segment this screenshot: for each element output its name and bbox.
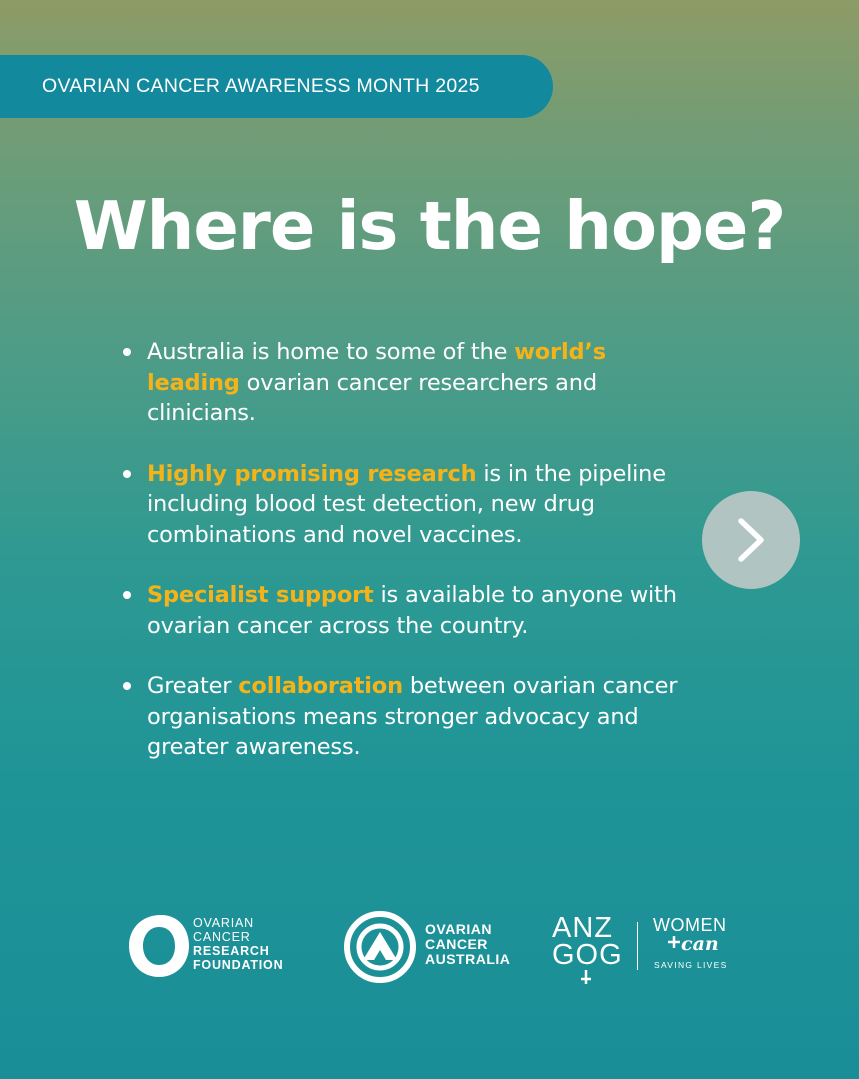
oca-line: AUSTRALIA [425, 951, 511, 967]
women-can-line: can [681, 933, 719, 955]
ocrf-wordmark [193, 916, 283, 972]
bullet-highlight: Specialist support [147, 582, 374, 608]
anzgog-line: ANZ [552, 912, 613, 944]
women-can-logo [653, 914, 763, 974]
women-can-tagline: SAVING LIVES [654, 960, 728, 970]
oca-emblem-icon [343, 910, 417, 984]
bullet-text: Greater [147, 673, 239, 699]
chevron-right-icon [731, 515, 771, 565]
bullet-item-collaboration [120, 671, 680, 763]
bullet-item-support [120, 580, 680, 641]
ocrf-line: RESEARCH [193, 944, 270, 958]
bullet-text: between ovarian cancer organisations means stronger advocacy and greater awareness. [147, 673, 678, 760]
bullet-dot [123, 470, 131, 478]
page-title: Where is the hope? [73, 187, 786, 265]
bullet-dot [123, 348, 131, 356]
bullet-dot [123, 591, 131, 599]
anzgog-line: GOG [552, 939, 623, 971]
bullet-highlight: collaboration [238, 673, 403, 699]
ocrf-ring-icon [127, 913, 191, 979]
bullet-item-researchers [120, 337, 680, 429]
campaign-banner [0, 55, 553, 118]
bullet-dot [123, 682, 131, 690]
bullet-text: Australia is home to some of the [147, 339, 515, 365]
plus-icon [667, 935, 681, 949]
ocrf-line: OVARIAN [193, 916, 254, 930]
oca-logo [343, 910, 543, 984]
bullet-highlight: Highly promising research [147, 460, 477, 487]
next-slide-button[interactable] [702, 491, 800, 589]
anzgog-logo [552, 914, 632, 986]
bullet-text: is available to anyone with ovarian cancer across the country. [147, 582, 677, 639]
bullet-item-research [120, 459, 680, 551]
ocrf-line: CANCER [193, 930, 251, 944]
bullet-list [120, 337, 680, 793]
ocrf-line: FOUNDATION [193, 958, 284, 972]
venus-symbol-icon [578, 968, 594, 986]
banner-text: OVARIAN CANCER AWARENESS MONTH 2025 [42, 75, 480, 97]
logo-divider [637, 922, 638, 970]
bullet-text: is in the pipeline including blood test detection, new drug combinations and novel vaccines. [147, 460, 666, 548]
women-can-line: WOMEN [653, 915, 727, 935]
ocrf-logo [127, 913, 327, 983]
oca-wordmark [425, 922, 510, 967]
oca-line: OVARIAN [425, 921, 493, 937]
oca-line: CANCER [425, 936, 488, 952]
bullet-highlight: world’s leading [147, 339, 606, 396]
bullet-text: ovarian cancer researchers and clinicians. [147, 369, 597, 426]
